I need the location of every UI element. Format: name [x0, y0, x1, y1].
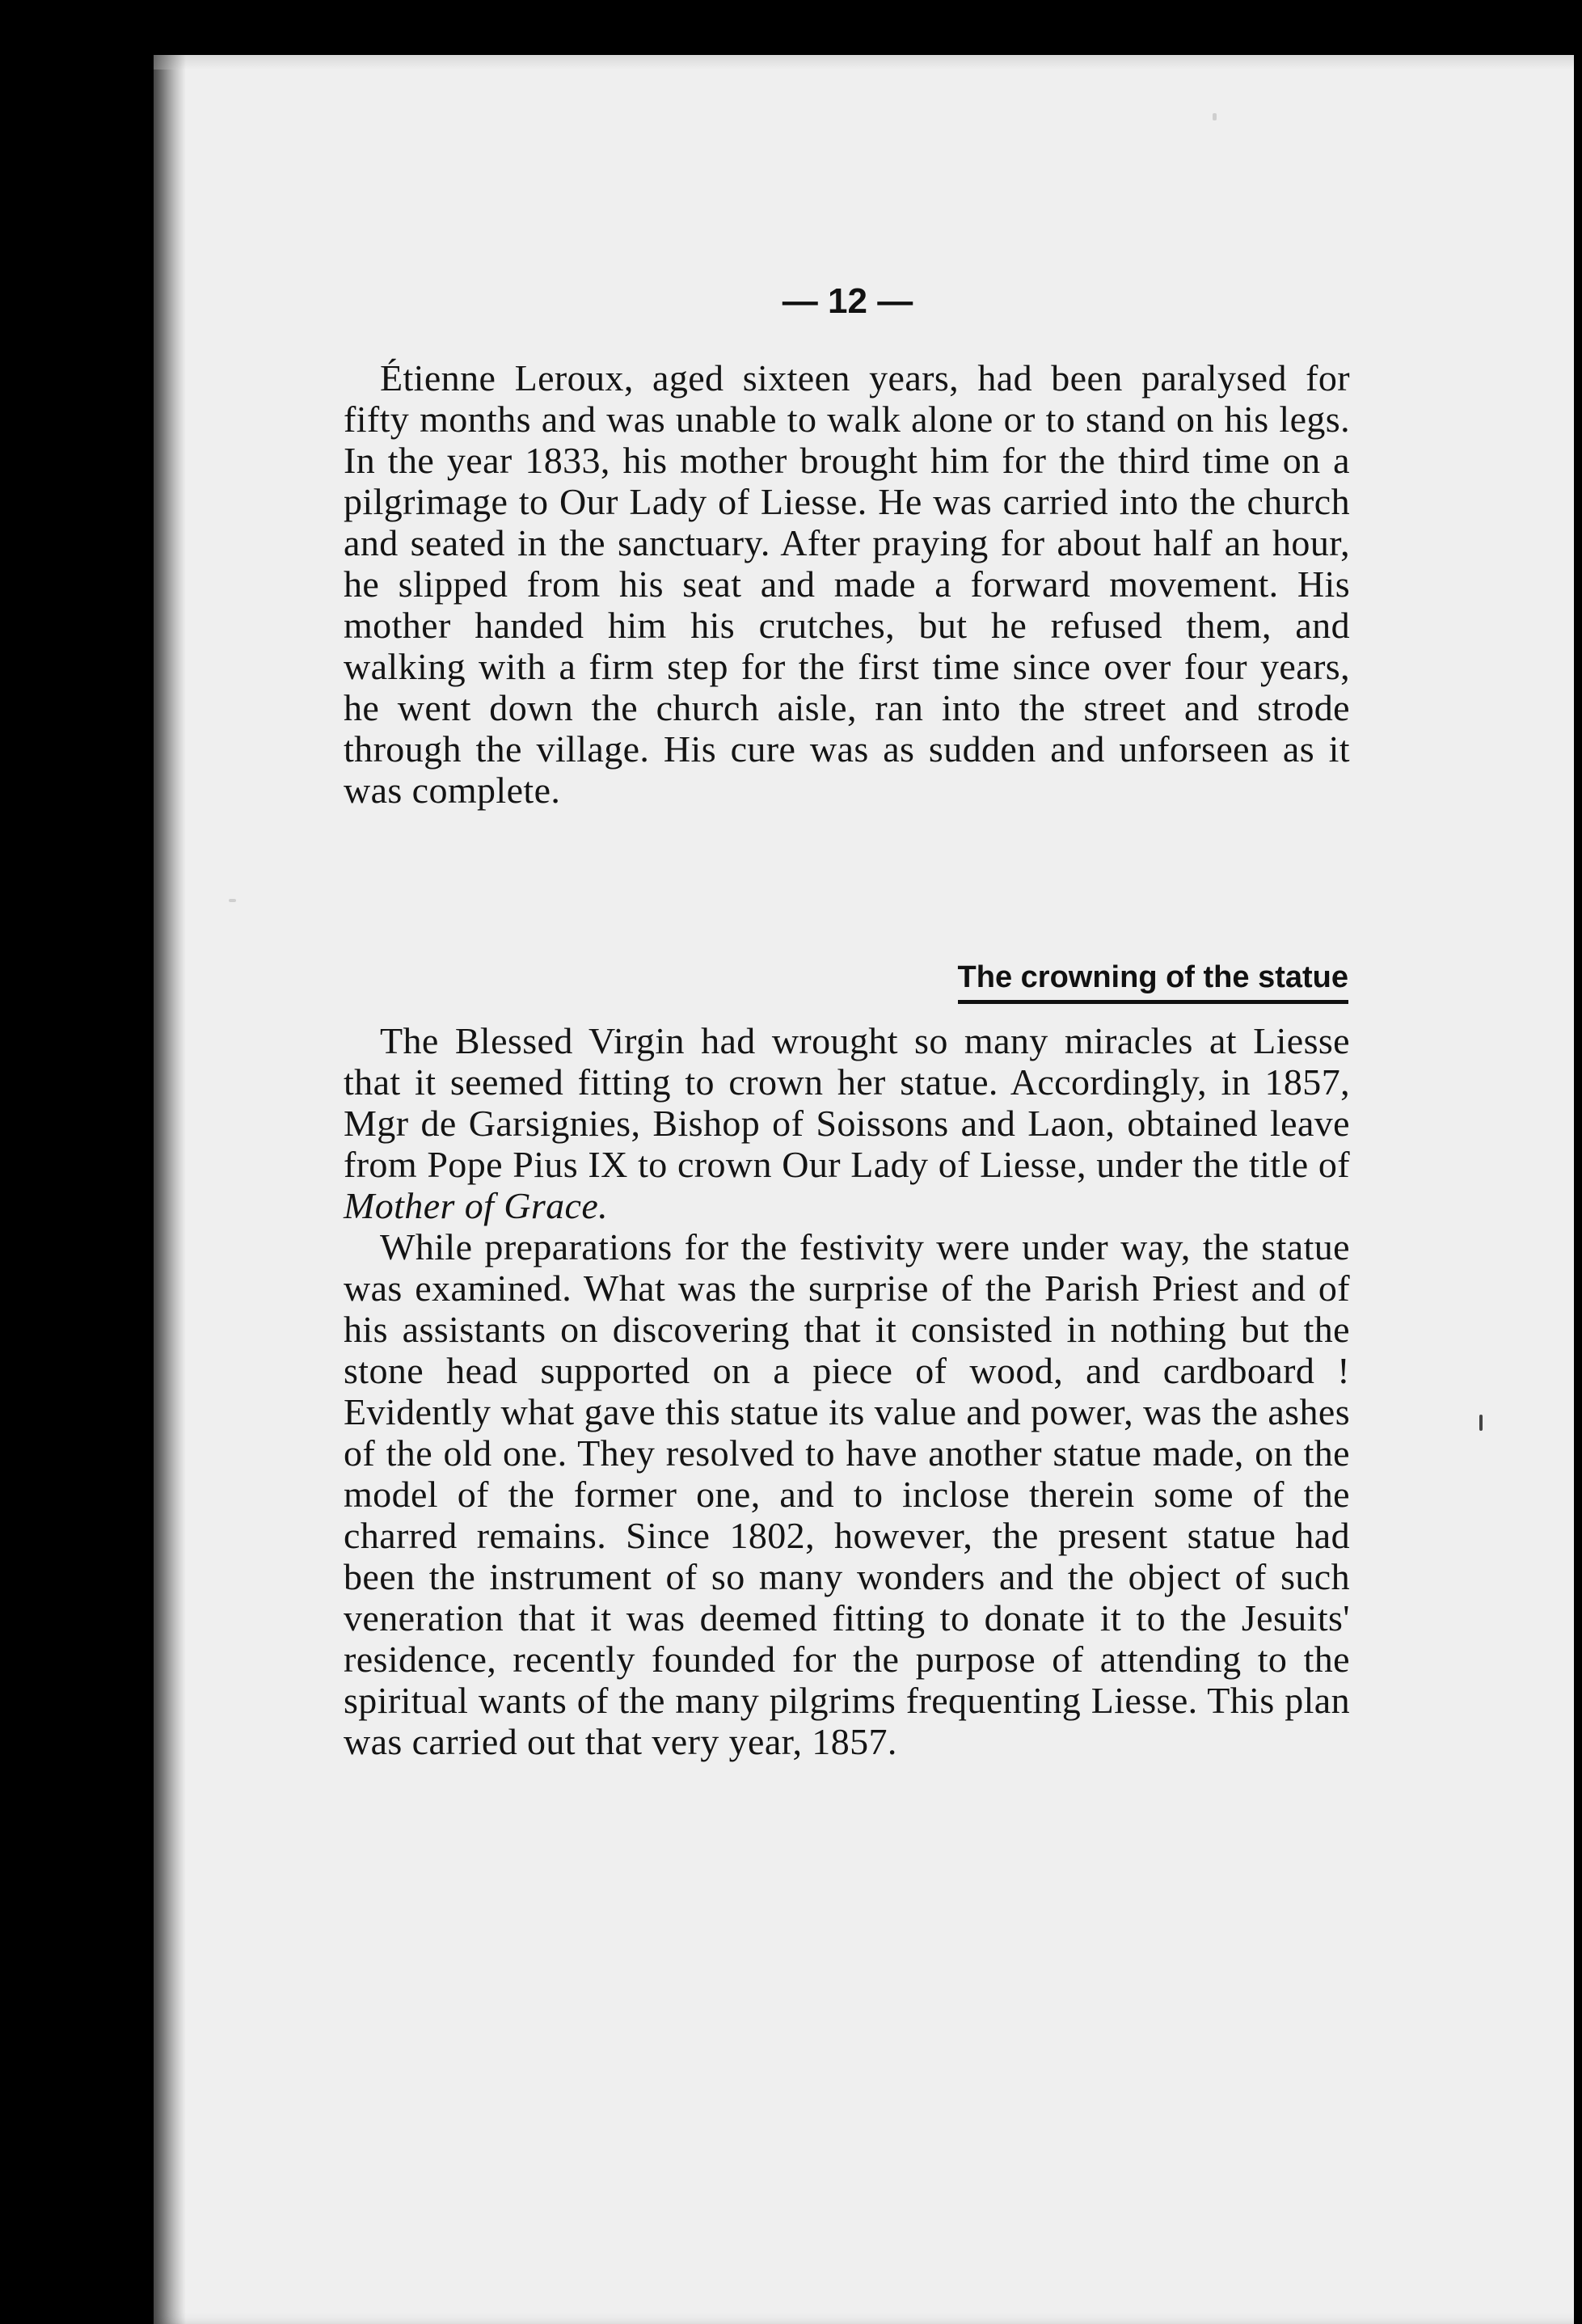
- paragraph-text: The Blessed Virgin had wrought so many miracles at Liesse that it seemed fitting to crown her statue. Accordingly, in 1857, Mgr de Garsignies, Bishop of Soissons and Laon, obtained leave from Pope Pius IX to crown Our Lady of Liesse, under the title of: [344, 1020, 1350, 1185]
- page-top-edge: [154, 55, 1574, 70]
- body-paragraph: Étienne Leroux, aged sixteen years, had been paralysed for fifty months and was unable to walk alone or to stand on his legs. In the year 1833, his mother brought him for the third time on a pilgrimage to Our Lady of Liesse. He was carried into the church and seated in the sanctuary. After praying for about half an hour, he slipped from his seat and made a forward movement. His mother handed him his crutches, but he refused them, and walking with a firm step for the first time since over four years, he went down the church aisle, ran into the street and strode through the village. His cure was as sudden and unforseen as it was complete.: [344, 357, 1350, 811]
- section-crowning-body: [344, 1020, 1350, 1762]
- paper-speck: [1479, 1415, 1483, 1431]
- section-heading: The crowning of the statue: [958, 960, 1348, 1004]
- paper-speck: [1213, 113, 1217, 120]
- title-mother-of-grace: Mother of Grace.: [344, 1185, 609, 1226]
- binding-shadow: [154, 55, 186, 2324]
- paragraph-leroux-cure: [344, 357, 1350, 811]
- paper-speck: [229, 899, 236, 902]
- page-number: — 12 —: [782, 281, 913, 321]
- body-paragraph: [344, 1020, 1350, 1226]
- section-heading-wrap: [873, 960, 1348, 1004]
- body-paragraph: While preparations for the festivity were under way, the statue was examined. What was the surprise of the Parish Priest and of his assistants on discovering that it consisted in nothing but the stone head supported on a piece of wood, and cardboard ! Evidently what gave this statue its value and power, was the ashes of the old one. They resolved to have another statue made, on the model of the former one, and to inclose therein some of the charred remains. Since 1802, however, the present statue had been the instrument of so many wonders and the object of such veneration that it was deemed fitting to donate it to the Jesuits' residence, recently founded for the purpose of attending to the spiritual wants of the many pilgrims frequenting Liesse. This plan was carried out that very year, 1857.: [344, 1226, 1350, 1762]
